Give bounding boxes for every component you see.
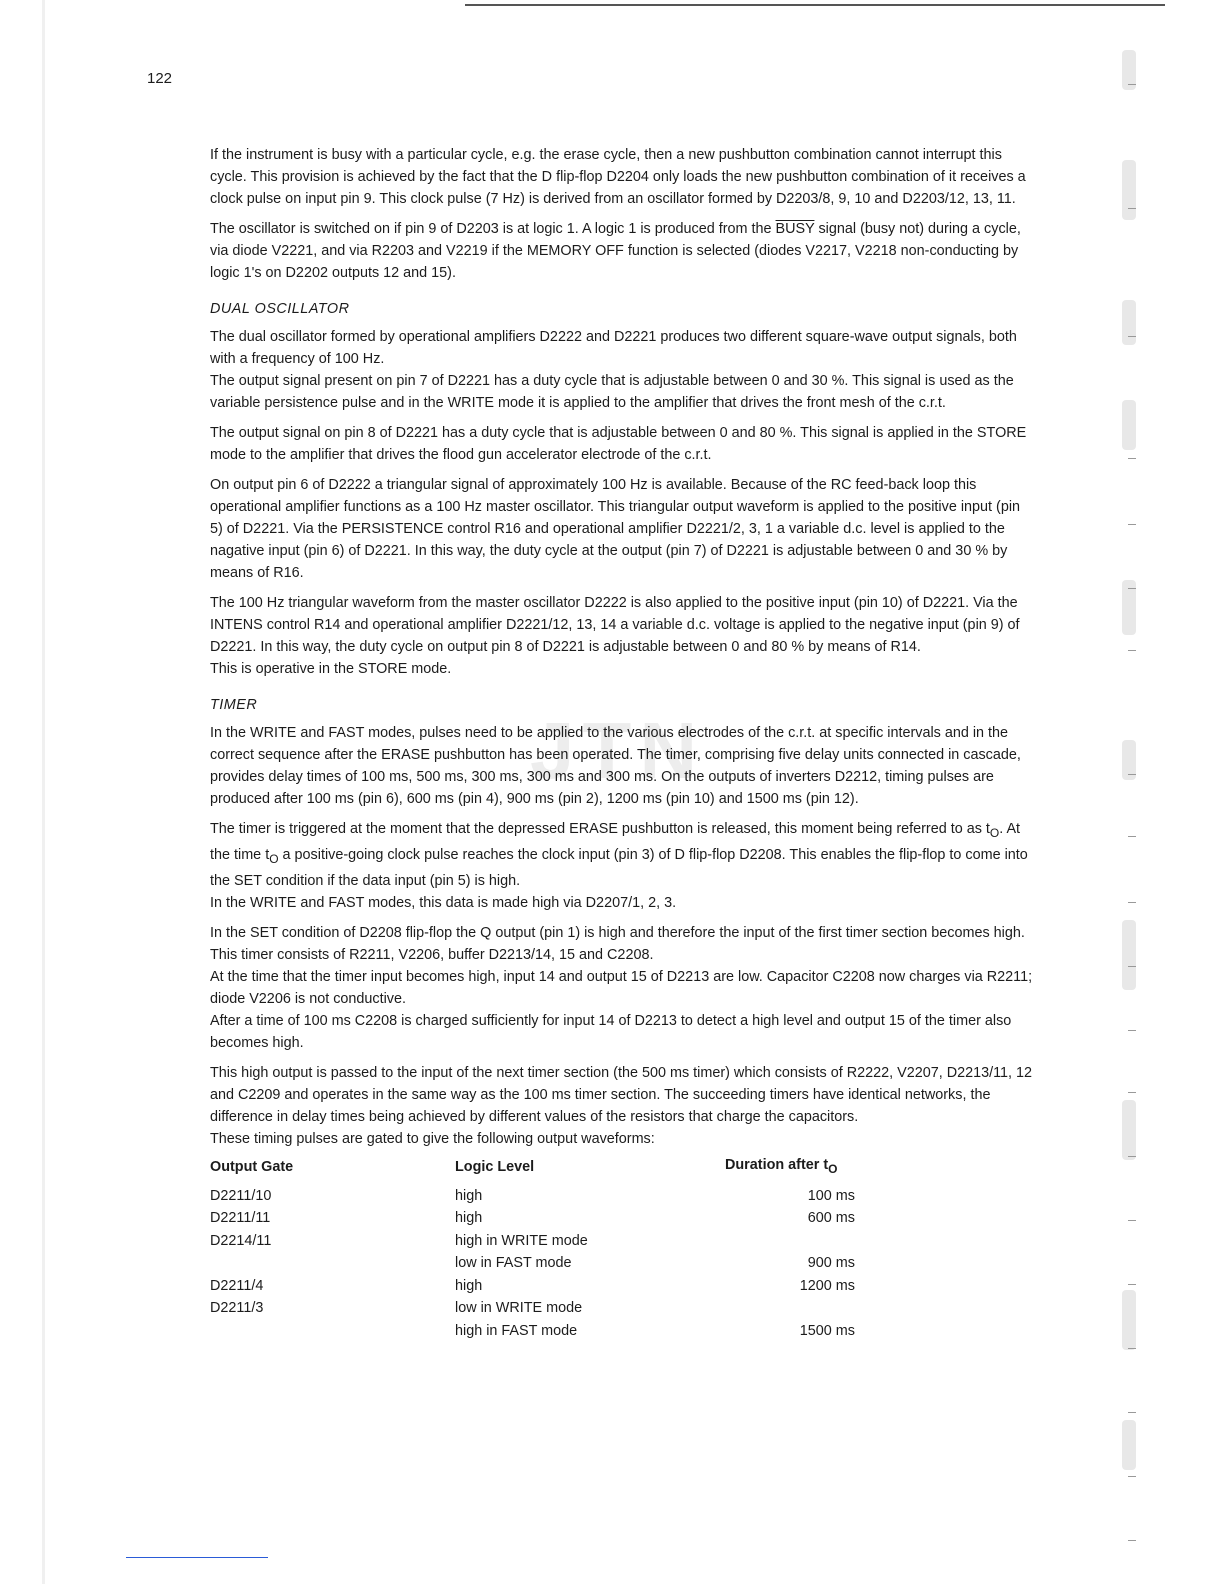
section-heading-dual-oscillator: DUAL OSCILLATOR <box>210 301 350 317</box>
margin-tick <box>1128 966 1136 967</box>
margin-tick <box>1128 1412 1136 1413</box>
duration-cell: 1500 ms <box>799 1322 855 1339</box>
margin-mark <box>1122 1420 1136 1470</box>
timer-paragraph-2-a: The timer is triggered at the moment that the depressed ERASE pushbutton is released, this moment being referred to as <box>210 821 982 837</box>
timer-paragraph-3: In the WRITE and FAST modes, this data is made high via D2207/1, 2, 3. <box>210 894 677 911</box>
margin-tick <box>1128 1156 1136 1157</box>
margin-mark <box>1122 300 1136 345</box>
timer-paragraph-6: After a time of 100 ms C2208 is charged sufficiently for input 14 of D2213 to detect a high level and output 15 of the timer also becomes high. <box>210 1012 1012 1051</box>
timer-paragraph-2 <box>210 818 1036 892</box>
margin-mark <box>1122 400 1136 450</box>
margin-tick <box>1128 774 1136 775</box>
dual-osc-paragraph-3: The output signal on pin 8 of D2221 has a duty cycle that is adjustable between 0 and 80 %. This signal is applied in the STORE mode to the amplifier that drives the flood gun accelerator electrode of the c.r.t. <box>210 425 1027 463</box>
level-cell: high in FAST mode <box>455 1322 578 1339</box>
margin-tick <box>1128 1348 1136 1349</box>
margin-tick <box>1128 1220 1136 1221</box>
dual-osc-paragraph-5: The 100 Hz triangular waveform from the master oscillator D2222 is also applied to the positive input (pin 10) of D2221. Via the INTENS control R14 and operational amplifier D2221/12, 13, 14 a variable d.c. voltage is applied to the negative input (pin 9) of D2221. In this way, the duty cycle on output pin 8 of D2221 is adjustable between 0 and 80 % by means of R14. <box>210 595 1020 655</box>
gate-cell: D2211/10 <box>210 1187 272 1204</box>
timer-paragraph-1: In the WRITE and FAST modes, pulses need to be applied to the various electrodes of the c.r.t. at specific intervals and in the correct sequence after the ERASE pushbutton has been operated. The timer, comprising five delay units connected in cascade, provides delay times of 100 ms, 500 ms, 300 ms, 300 ms and 300 ms. On the outputs of inverters D2212, timing pulses are produced after 100 ms (pin 6), 600 ms (pin 4), 900 ms (pin 2), 1200 ms (pin 10) and 1500 ms (pin 12). <box>210 725 1021 807</box>
level-cell: low in FAST mode <box>455 1255 572 1271</box>
duration-cell: 600 ms <box>807 1210 855 1226</box>
duration-cell: 100 ms <box>807 1187 855 1204</box>
page-number: 122 <box>147 70 173 87</box>
table-header <box>210 1156 1036 1179</box>
timer-paragraph-8: These timing pulses are gated to give the following output waveforms: <box>210 1130 655 1147</box>
page-left-edge <box>42 0 45 1584</box>
timer-paragraph-5: At the time that the timer input becomes high, input 14 and output 15 of D2213 are low. Capacitor C2208 now charges via R2211; diode V2206 is not conductive. <box>210 968 1033 1007</box>
t0-symbol-2: $t_O$ <box>265 846 279 866</box>
margin-mark <box>1122 920 1136 990</box>
timer-paragraph-7: This high output is passed to the input of the next timer section (the 500 ms timer) which consists of R2222, V2207, D2213/11, 12 and C2209 and operates in the same way as the 100 ms timer section. The succeeding timers have identical networks, the difference in delay times being achieved by different values of the resistors that charge the capacitors. <box>210 1064 1033 1125</box>
margin-tick <box>1128 1092 1136 1093</box>
level-cell: high <box>455 1277 483 1294</box>
intro-paragraph-1: If the instrument is busy with a particular cycle, e.g. the erase cycle, then a new pushbutton combination cannot interrupt this cycle. This provision is achieved by the fact that the D flip-flop D2204 only loads the new pushbutton combination of it receives a clock pulse on input pin 9. This clock pulse (7 Hz) is derived from an oscillator formed by D2203/8, 9, 10 and D2203/12, 13, 11. <box>210 147 1026 207</box>
timer-paragraph-2-c: a positive-going clock pulse reaches the clock input (pin 3) of D flip-flop D2208. This enables the flip-flop to come into the SET condition if the data input (pin 5) is high. <box>210 846 1028 889</box>
timer-paragraph-4: In the SET condition of D2208 flip-flop the Q output (pin 1) is high and therefore the input of the first timer section becomes high. This timer consists of R2211, V2206, buffer D2213/14, 15 and C2208. <box>210 924 1025 963</box>
output-waveform-table <box>210 1156 1036 1342</box>
header-logic-level: Logic Level <box>455 1159 535 1175</box>
dual-osc-paragraph-4: On output pin 6 of D2222 a triangular signal of approximately 100 Hz is available. Because of the RC feed-back loop this operational amplifier functions as a 100 Hz master oscillator. This triangular output waveform is applied to the positive input (pin 5) of D2221. Via the PERSISTENCE control R16 and operational amplifier D2221/2, 3, 1 a variable d.c. level is applied to the nagative input (pin 6) of D2221. In this way, the duty cycle at the output (pin 7) of D2221 is adjustable between 0 and 30 % by means of R16. <box>210 477 1021 581</box>
margin-tick <box>1128 84 1136 85</box>
margin-mark <box>1122 1290 1136 1350</box>
table-row <box>210 1297 1036 1320</box>
intro-paragraph-2-start: The oscillator is switched on if pin 9 of D2203 is at logic 1. A logic 1 is produced from the <box>210 221 772 237</box>
dual-osc-paragraph-6: This is operative in the STORE mode. <box>210 661 452 677</box>
level-cell: high in WRITE mode <box>455 1232 588 1249</box>
margin-tick <box>1128 1476 1136 1477</box>
table-body <box>210 1184 1036 1342</box>
gate-cell: D2214/11 <box>210 1232 272 1249</box>
body-content <box>210 144 1036 1342</box>
margin-tick <box>1128 836 1136 837</box>
margin-tick <box>1128 650 1136 651</box>
duration-cell: 900 ms <box>807 1255 855 1271</box>
margin-mark <box>1122 160 1136 220</box>
table-row <box>210 1274 1036 1297</box>
header-duration: Duration after $t_O$ <box>725 1157 838 1176</box>
table-row <box>210 1207 1036 1230</box>
gate-cell: D2211/11 <box>210 1210 271 1226</box>
level-cell: high <box>455 1210 483 1226</box>
margin-tick <box>1128 336 1136 337</box>
busy-signal-name: BUSY <box>775 221 815 237</box>
dual-osc-paragraph-1: The dual oscillator formed by operational amplifiers D2222 and D2221 produces two different square-wave output signals, both with a frequency of 100 Hz. <box>210 329 1017 367</box>
gate-cell: D2211/3 <box>210 1300 264 1316</box>
header-output-gate: Output Gate <box>210 1159 294 1175</box>
gate-cell: D2211/4 <box>210 1277 264 1294</box>
table-row <box>210 1184 1036 1207</box>
margin-tick <box>1128 588 1136 589</box>
margin-tick <box>1128 458 1136 459</box>
duration-cell: 1200 ms <box>799 1277 855 1294</box>
footnote-rule <box>126 1557 268 1558</box>
top-rule <box>465 4 1165 6</box>
table-row <box>210 1319 1036 1342</box>
binding-margin <box>1122 40 1162 1560</box>
watermark: JTN <box>530 706 706 795</box>
level-cell: low in WRITE mode <box>455 1300 583 1316</box>
table-row <box>210 1229 1036 1252</box>
intro-paragraph-2 <box>210 218 1036 284</box>
margin-tick <box>1128 1030 1136 1031</box>
section-heading-timer: TIMER <box>210 697 258 713</box>
margin-tick <box>1128 1284 1136 1285</box>
margin-mark <box>1122 1100 1136 1160</box>
t0-symbol: $t_O$ <box>985 821 1000 840</box>
intro-paragraph-2-end: signal (busy not) during a cycle, via diode V2221, and via R2203 and V2219 if the MEMORY OFF function is selected (diodes V2217, V2218 non-conducting by logic 1's on D2202 outputs 12 and 15). <box>210 221 1021 281</box>
timer-paragraph-2-b: . At the time <box>210 821 1021 863</box>
margin-tick <box>1128 1540 1136 1541</box>
level-cell: high <box>455 1187 483 1204</box>
table-row <box>210 1252 1036 1275</box>
margin-tick <box>1128 902 1136 903</box>
margin-tick <box>1128 208 1136 209</box>
margin-tick <box>1128 524 1136 525</box>
dual-osc-paragraph-2: The output signal present on pin 7 of D2221 has a duty cycle that is adjustable between 0 and 30 %. This signal is used as the variable persistence pulse and in the WRITE mode it is applied to the amplifier that drives the front mesh of the c.r.t. <box>210 373 1014 411</box>
